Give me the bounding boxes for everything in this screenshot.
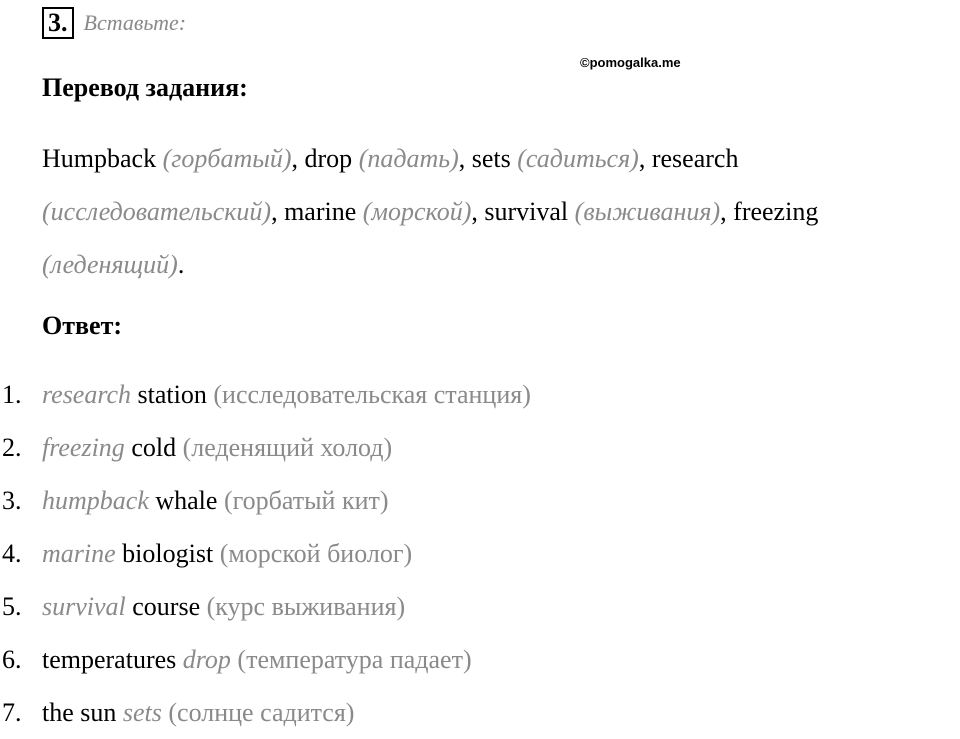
answer-translation: (солнце садится): [168, 698, 355, 727]
gloss-humpback: (горбатый): [162, 144, 292, 173]
separator: ,: [291, 144, 305, 173]
answer-number: 5.: [2, 592, 22, 621]
gloss-marine: (морской): [362, 197, 472, 226]
answer-content: [42, 633, 472, 686]
answer-phrase-post: station: [137, 380, 207, 409]
answer-number: 6.: [2, 645, 22, 674]
answer-number: 1.: [2, 380, 22, 409]
answer-key-word: humpback: [42, 486, 149, 515]
answer-translation: (морской биолог): [219, 539, 413, 568]
word-survival: survival: [484, 197, 569, 226]
answer-content: [42, 580, 405, 633]
answer-translation: (курс выживания): [206, 592, 406, 621]
task-header: [42, 6, 186, 40]
answer-translation: (исследовательская станция): [213, 380, 531, 409]
answer-translation: (горбатый кит): [223, 486, 389, 515]
task-number: 3.: [42, 7, 74, 39]
separator: ,: [458, 144, 472, 173]
word-sets: sets: [471, 144, 511, 173]
gloss-research: (исследовательский): [42, 197, 272, 226]
answer-key-word: research: [42, 380, 132, 409]
answer-content: [42, 368, 531, 421]
answer-phrase-pre: temperatures: [42, 645, 177, 674]
word-marine: marine: [284, 197, 357, 226]
translation-paragraph: [42, 132, 960, 291]
answer-key-word: survival: [42, 592, 126, 621]
gloss-sets: (садиться): [517, 144, 639, 173]
answer-number: 4.: [2, 539, 22, 568]
separator: ,: [720, 197, 734, 226]
answer-key-word: marine: [42, 539, 116, 568]
answer-translation: (температура падает): [237, 645, 472, 674]
answer-content: [42, 527, 412, 580]
word-freezing: freezing: [733, 197, 819, 226]
gloss-drop: (падать): [358, 144, 459, 173]
answer-phrase-post: cold: [131, 433, 177, 462]
answer-number: 2.: [2, 433, 22, 462]
separator: .: [177, 250, 185, 279]
gloss-survival: (выживания): [574, 197, 721, 226]
word-drop: drop: [304, 144, 353, 173]
separator: ,: [271, 197, 285, 226]
answer-phrase-post: whale: [155, 486, 218, 515]
translation-title: Перевод задания:: [42, 73, 248, 102]
answer-phrase-post: course: [132, 592, 201, 621]
answer-phrase-post: biologist: [122, 539, 214, 568]
word-humpback: Humpback: [42, 144, 157, 173]
answer-translation: (леденящий холод): [182, 433, 393, 462]
answer-title: Ответ:: [42, 311, 123, 340]
word-research: research: [651, 144, 739, 173]
answer-number: 3.: [2, 486, 22, 515]
answer-number: 7.: [2, 698, 22, 727]
answer-content: [42, 686, 354, 739]
answer-key-word: drop: [182, 645, 231, 674]
answer-key-word: sets: [122, 698, 162, 727]
watermark: ©pomogalka.me: [580, 55, 681, 70]
answer-content: [42, 421, 392, 474]
answer-key-word: freezing: [42, 433, 125, 462]
gloss-freezing: (леденящий): [42, 250, 178, 279]
task-instruction: Вставьте:: [83, 10, 187, 35]
separator: ,: [471, 197, 485, 226]
answer-phrase-pre: the sun: [42, 698, 117, 727]
answer-content: [42, 474, 389, 527]
separator: ,: [638, 144, 652, 173]
